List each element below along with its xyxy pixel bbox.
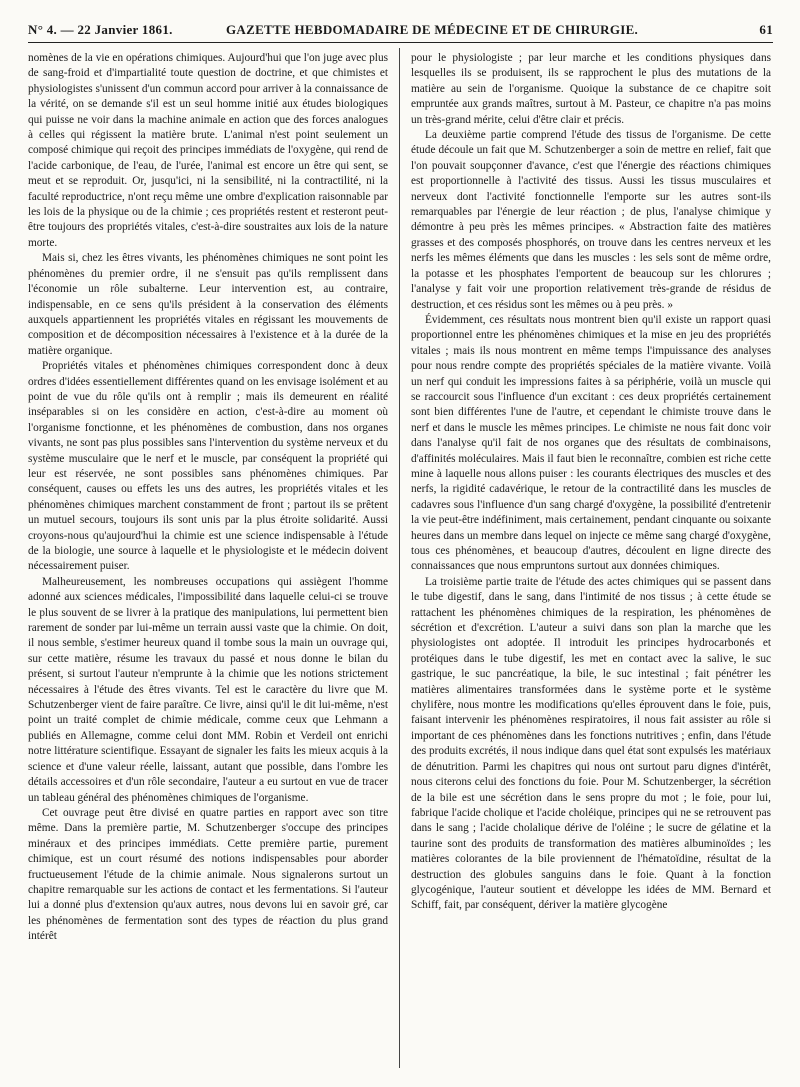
paragraph: Évidemment, ces résultats nous montrent bien qu'il existe un rapport quasi proportionnel entre les phénomènes chimiques et la mise en jeu des propriétés vitales ; mais ils nous montrent en même temps l'impuissance des analyses pour nous rendre compte des propriétés spéciales de la matière vivante. Voilà un nerf qui conduit les impressions faites à sa périphérie, voilà un muscle qui se raccourcit sous l'influence d'un excitant : ces deux propriétés certainement sont bien différentes l'une de l'autre, et cependant le chimiste trouve dans le nerf et dans le muscle les mêmes principes. Le chimiste ne nous fait donc voir dans l'analyse qu'il fait de nos organes que des résultats de combinaisons, d'affinités moléculaires. Mais il faut bien le reconnaître, combien est riche cette mine à laquelle nous allons puiser : les courants électriques des muscles et des nerfs, la rigidité cadavérique, le retour de la contractilité dans les muscles de cadavres sous l'influence d'un sang chargé d'oxygène, la possibilité d'entretenir la vie peut-être indéfiniment, mais certainement, pendant cinquante ou soixante heures dans un membre dans lequel on injecte ce même sang chargé d'oxygène, tous ces phénomènes, et beaucoup d'autres, découlent en ligne directe des connaissances que nous empruntons surtout aux données chimiques.: [411, 313, 771, 573]
journal-title: GAZETTE HEBDOMADAIRE DE MÉDECINE ET DE CHIRURGIE.: [226, 22, 639, 37]
running-header: [28, 14, 773, 43]
paragraph: La deuxième partie comprend l'étude des tissus de l'organisme. De cette étude découle un fait que M. Schutzenberger a soin de mettre en relief, fait que l'on pouvait soupçonner d'avance, c'est que l'énergie des réactions chimiques est proportionnelle à l'activité des tissus. Aussi les tissus musculaires et nerveux dont l'activité fonctionnelle l'emporte sur les autres sont-ils remarquables par l'énergie de leur réaction ; de plus, l'analyse chimique y démontre à peu près les mêmes principes. « Abstraction faite des matières grasses et des composés phosphorés, on trouve dans les centres nerveux et les nerfs les mêmes éléments que dans les muscles : les sels sont de même ordre, la potasse et les phosphates l'emportent de beaucoup sur les chlorures ; l'analyse y fait voir une proportion relativement très-grande de résidus de destruction, et ces résidus sont les mêmes ou à peu près. »: [411, 129, 771, 311]
paragraph: nomènes de la vie en opérations chimiques. Aujourd'hui que l'on juge avec plus de sang-froid et d'impartialité toute question de doctrine, et que chimistes et physiologistes s'unissent d'un commun accord pour arriver à la connaissance de la vérité, on se demande s'il est un seul homme initié aux études biologiques qui puisse ne voir dans la machine animale en action que des forces analogues à celles qui régissent la matière brute. L'animal n'est point seulement un composé chimique qui reçoit des principes immédiats de l'oxygène, qui rend de l'acide carbonique, de l'eau, de l'urée, l'animal est encore un être qui sent, se meut et se reproduit. Or, jusqu'ici, ni la sensibilité, ni la contractilité, ni la faculté reproductrice, n'ont reçu même une ombre d'explication raisonnable par les lois de la physique ou de la chimie ; ces propriétés restent et resteront peut-être toujours des propriétés vitales, c'est-à-dire soustraites aux lois de la nature morte.: [28, 52, 388, 249]
newspaper-page: [28, 14, 773, 1074]
issue-date: N° 4. — 22 Janvier 1861.: [28, 22, 173, 37]
paragraph: Mais si, chez les êtres vivants, les phénomènes chimiques ne sont point les phénomènes du premier ordre, il ne s'ensuit pas qu'ils remplissent dans l'économie un rôle subalterne. Leur intervention est, au contraire, indispensable, en ce sens qu'ils président à la conservation des éléments auxquels appartiennent les propriétés vitales en régissant les mouvements de composition et de décomposition nécessaires à l'existence et à la durée de la matière organique.: [28, 252, 388, 357]
paragraph: La troisième partie traite de l'étude des actes chimiques qui se passent dans le tube digestif, dans le sang, dans l'intimité de nos tissus ; à cette étude se rattachent les phénomènes chimiques de la respiration, les phénomènes de sécrétion et d'excrétion. L'auteur a suivi dans son plan la marche que les physiologistes ont adoptée. Il introduit les principes hydrocarbonés et protéiques dans le tube digestif, les met en contact avec la salive, le suc gastrique, le suc pancréatique, la bile, le suc intestinal ; fait pénétrer les matières alimentaires transformées dans le système porte et le système chylifère, nous montre les modifications qu'elles éprouvent dans le foie, puis, faisant intervenir les phénomènes respiratoires, il nous fait assister au rôle si important de ces phénomènes dans les fonctions nutritives ; enfin, dans l'étude des produits excrétés, il nous indique dans quel état sont expulsés les matériaux de dénutrition. Parmi les chapitres qui nous ont surtout paru dignes d'intérêt, nous citerons celui des fonctions du foie. Pour M. Schutzenberger, la sécrétion de la bile est une sécrétion dans le sens propre du mot ; le foie, pour lui, fabrique l'acide cholique et l'acide choléique, principes qui ne se retrouvent pas dans le sang ; l'acide cholalique dérive de l'oléine ; le sucre de gélatine et la taurine sont des produits de transformation des matières albuminoïdes ; les matières colorantes de la bile proviennent de l'hématoïdine, résultat de la destruction des globules sanguins dans le foie. Quant à la fonction glycogénique, l'auteur soutient et développe les idées de MM. Bernard et Schiff, fait, par conséquent, dériver la matière glycogène: [411, 575, 771, 912]
page-number: 61: [759, 22, 773, 37]
left-column: [28, 51, 388, 1071]
paragraph: pour le physiologiste ; par leur marche et les conditions physiques dans lesquelles ils se produisent, ils se rapprochent le plus des mutations de la matière au sein de l'organisme. Quoique la substance de ce chapitre soit empruntée aux grands maîtres, surtout à M. Pasteur, ce chapitre n'a pas moins un très-grand mérite, celui d'être clair et précis.: [411, 52, 771, 126]
right-column: [411, 51, 771, 1071]
paragraph: Cet ouvrage peut être divisé en quatre parties en rapport avec son titre même. Dans la première partie, M. Schutzenberger s'occupe des principes minéraux et des principes immédiats. Cette première partie, purement chimique, est un court résumé des notions indispensables pour aborder fructueusement l'étude de la chimie animale. Nous signalerons surtout un chapitre remarquable sur les actions de contact et les fermentations. Si l'auteur lui a donné plus d'extension qu'aux autres, nous devons lui en savoir gré, car les phénomènes de fermentation sont des types de réaction du plus grand intérêt: [28, 806, 388, 943]
column-divider: [399, 48, 400, 1068]
paragraph: Malheureusement, les nombreuses occupations qui assiègent l'homme adonné aux sciences médicales, l'impossibilité dans laquelle celui-ci se trouve le plus souvent de se livrer à la pratique des manipulations, lui permettent bien rarement de sonder par lui-même un terrain aussi vaste que la chimie. On doit, il nous semble, s'estimer heureux quand il tombe sous la main un ouvrage qui, sur cette matière, résume les travaux du passé et nous donne le bilan du présent, si surtout l'auteur n'emprunte à la chimie que les notions strictement nécessaires à l'étude des êtres vivants. Tel est le caractère du livre que M. Schutzenberger vient de faire paraître. Ce livre, ainsi qu'il le dit lui-même, n'est point un traité complet de chimie médicale, comme ceux que Lehmann a publiés en Allemagne, comme celui dont MM. Robin et Verdeil ont enrichi notre littérature scientifique. Essayant de signaler les faits les mieux acquis à la science et d'une valeur réelle, laissant, autant que possible, dans l'ombre les détails accessoires et d'un rôle secondaire, l'auteur a eu surtout en vue de tracer un tableau général des phénomènes chimiques de l'organisme.: [28, 575, 388, 804]
paragraph: Propriétés vitales et phénomènes chimiques correspondent donc à deux ordres d'idées essentiellement différentes quand on les envisage isolément et au point de vue du rôle qu'ils ont à remplir ; mais ils demeurent en réalité inséparables si on les considère en action, c'est-à-dire au moment où l'organisme fonctionne, et les phénomènes de combustion, dans nos organes vivants, ne sont pas plus possibles sans l'intervention du système nerveux et du système musculaire que le nerf et le muscle, par conséquent la propriété qui leur est réservée, ne sont possibles sans phénomènes chimiques. Par conséquent, causes ou effets les uns des autres, les propriétés vitales et les phénomènes chimiques marchent constamment de front ; partout ils se prêtent un mutuel secours, toujours ils sont unis par la plus étroite solidarité. Aussi croyons-nous qu'aujourd'hui la chimie est une science indispensable à l'étude de la biologie, une source à laquelle et le physiologiste et le médecin doivent nécessairement puiser.: [28, 360, 388, 573]
